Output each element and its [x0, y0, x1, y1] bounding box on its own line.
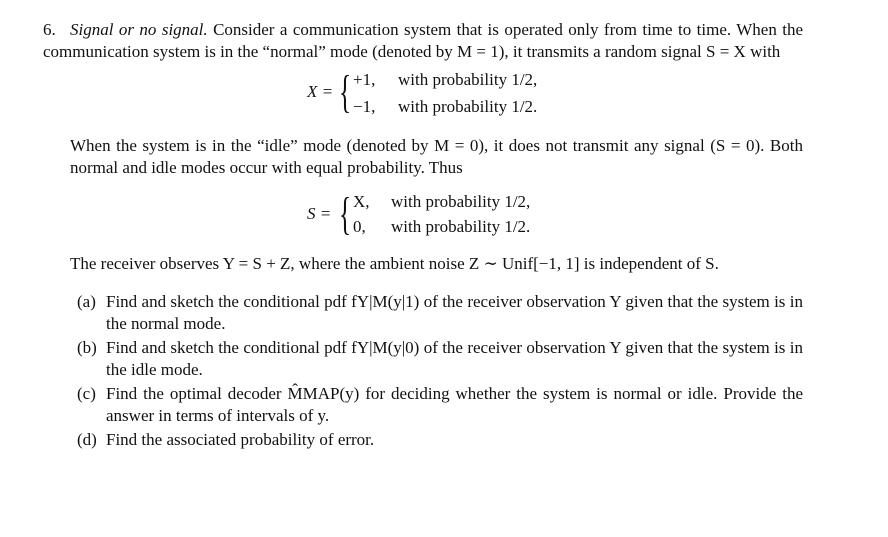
- part-text: Find the optimal decoder M̂MAP(y) for deciding whether the system is normal or idle. Provide the answer in terms of intervals of y.: [106, 384, 803, 425]
- part-c: [43, 383, 803, 427]
- equation-s: [43, 179, 803, 239]
- part-label: (d): [77, 430, 97, 449]
- eq2-lhs: S =: [307, 204, 332, 223]
- problem-parts: [43, 291, 803, 451]
- equation-x: [43, 63, 803, 123]
- problem-6: [43, 19, 803, 453]
- eq2-case2-condition: with probability 1/2.: [391, 217, 531, 236]
- eq1-case1-value: +1,: [353, 70, 376, 89]
- idle-mode-text: When the system is in the “idle” mode (denoted by M = 0), it does not transmit any signal (S = 0). Both normal and idle modes occur with equal probability. Thus: [70, 136, 803, 177]
- problem-intro: [43, 19, 803, 63]
- eq2-case1-value: X,: [353, 192, 370, 211]
- receiver-text: The receiver observes Y = S + Z, where the ambient noise Z ∼ Unif[−1, 1] is independent of S.: [70, 254, 719, 273]
- intro-text: Consider a communication system that is operated only from time to time. When the communication system is in the “normal” mode (denoted by M = 1), it transmits a random signal S = X with: [43, 20, 804, 61]
- eq1-case2-condition: with probability 1/2.: [398, 97, 538, 116]
- eq1-case1-condition: with probability 1/2,: [398, 70, 538, 89]
- problem-number: 6.: [43, 20, 56, 39]
- part-text: Find and sketch the conditional pdf fY|M(y|1) of the receiver observation Y given that the system is in the normal mode.: [106, 292, 803, 333]
- part-b: [43, 337, 803, 381]
- eq1-case2-value: −1,: [353, 97, 376, 116]
- eq2-brace: {: [339, 188, 352, 239]
- eq2-case2-value: 0,: [353, 217, 366, 236]
- part-label: (a): [77, 292, 96, 311]
- part-label: (c): [77, 384, 96, 403]
- part-text: Find the associated probability of error.: [106, 430, 375, 449]
- part-label: (b): [77, 338, 97, 357]
- eq1-lhs: X =: [307, 82, 334, 101]
- eq2-case1-condition: with probability 1/2,: [391, 192, 531, 211]
- part-a: [43, 291, 803, 335]
- problem-title: Signal or no signal.: [70, 20, 208, 39]
- eq1-brace: {: [339, 66, 352, 117]
- part-text: Find and sketch the conditional pdf fY|M(y|0) of the receiver observation Y given that the system is in the idle mode.: [106, 338, 803, 379]
- part-d: [43, 429, 803, 451]
